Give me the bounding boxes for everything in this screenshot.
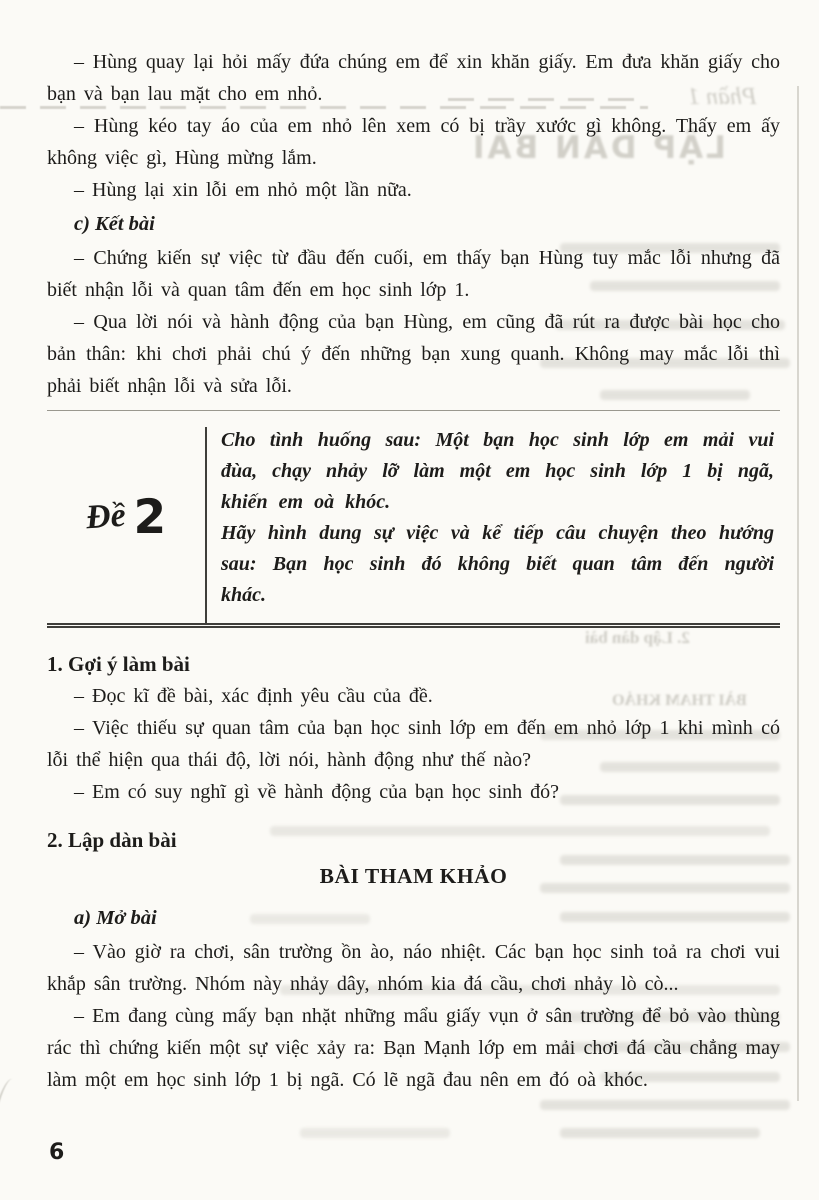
paragraph: – Hùng kéo tay áo của em nhỏ lên xem có bị trầy xước gì không. Thấy em ấy không việc gì, Hùng mừng lắm. — [47, 115, 780, 169]
exercise-situation: Cho tình huống sau: Một bạn học sinh lớp em mải vui đùa, chạy nhảy lỡ làm một em học sinh lớp 1 bị ngã, khiến em oà khóc. — [221, 429, 774, 513]
guide-point: – Việc thiếu sự quan tâm của bạn học sinh lớp em đến em nhỏ lớp 1 khi mình có lỗi thể hiện qua thái độ, lời nói, hành động như thế nào? — [47, 717, 780, 771]
exercise-instruction: Hãy hình dung sự việc và kể tiếp câu chuyện theo hướng sau: Bạn học sinh đó không biết quan tâm đến người khác. — [221, 522, 774, 606]
bleed-through-smudge — [300, 1128, 450, 1138]
conclusion-heading: c) Kết bài — [74, 213, 155, 235]
opening-heading: a) Mở bài — [74, 907, 157, 929]
bleed-through-text: LẬP DÀN BÀI — [470, 130, 726, 166]
paragraph: – Hùng quay lại hỏi mấy đứa chúng em để xin khăn giấy. Em đưa khăn giấy cho bạn và bạn lau mặt cho em nhỏ. — [47, 51, 780, 105]
opening-point: – Em đang cùng mấy bạn nhặt những mẩu giấy vụn ở sân trường để bỏ vào thùng rác thì chứng kiến một sự việc xảy ra: Bạn Mạnh lớp em mải chơi đá cầu chẳng may làm một em học sinh lớp 1 bị ngã. Có lẽ ngã đau nên em đó oà khóc. — [47, 1005, 780, 1091]
exercise-label — [47, 423, 205, 611]
outline-heading: 2. Lập dàn bài — [47, 828, 177, 852]
guide-heading: 1. Gợi ý làm bài — [47, 652, 190, 676]
reference-title: BÀI THAM KHẢO — [319, 864, 508, 888]
exercise-label-number: 2 — [133, 489, 167, 545]
guide-point: – Đọc kĩ đề bài, xác định yêu cầu của đề. — [74, 685, 433, 707]
page-content — [47, 46, 780, 1096]
bleed-through-text: Phần 1 — [688, 84, 757, 110]
page-edge-shadow — [797, 86, 799, 1101]
bleed-through-smudge — [560, 1128, 760, 1138]
paragraph: – Hùng lại xin lỗi em nhỏ một lần nữa. — [74, 179, 412, 201]
paragraph: – Qua lời nói và hành động của bạn Hùng, em cũng đã rút ra được bài học cho bản thân: khi chơi phải chú ý đến những bạn xung quanh. Không may mắc lỗi thì phải biết nhận lỗi và sửa lỗi. — [47, 311, 780, 397]
bleed-through-text: 2. Lập dàn bài — [585, 628, 690, 647]
bleed-through-smudge — [540, 1100, 790, 1110]
page-number: 6 — [49, 1140, 65, 1165]
exercise-box-divider — [205, 427, 207, 623]
exercise-label-script: Đề — [84, 496, 127, 537]
opening-point: – Vào giờ ra chơi, sân trường ồn ào, náo nhiệt. Các bạn học sinh toả ra chơi vui khắp sân trường. Nhóm này nhảy dây, nhóm kia đá cầu, chơi nhảy lò cò... — [47, 941, 780, 995]
guide-point: – Em có suy nghĩ gì về hành động của bạn học sinh đó? — [74, 781, 560, 803]
paragraph: – Chứng kiến sự việc từ đầu đến cuối, em thấy bạn Hùng tuy mắc lỗi nhưng đã biết nhận lỗi và quan tâm đến em học sinh lớp 1. — [47, 247, 780, 301]
exercise-text — [205, 423, 780, 611]
scan-squiggle — [0, 1077, 21, 1142]
bleed-through-text: BÀI THAM KHẢO — [612, 692, 747, 709]
exercise-box — [47, 410, 780, 628]
